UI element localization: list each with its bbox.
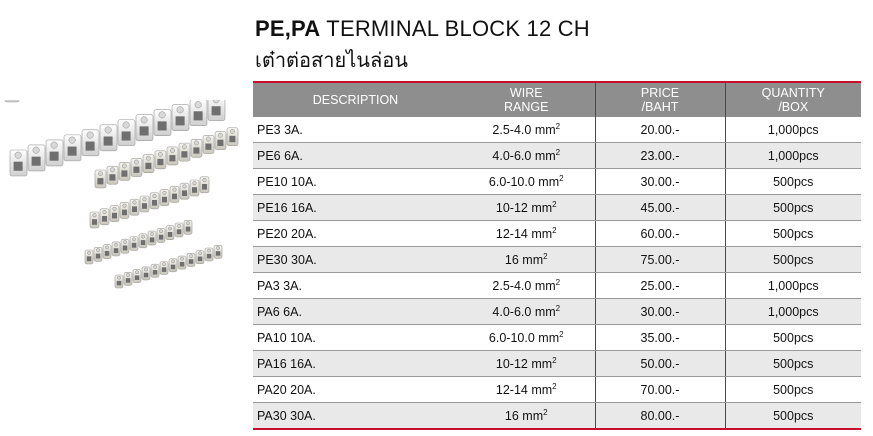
cell-quantity: 500pcs [725, 195, 861, 221]
terminal-screw [141, 235, 144, 238]
terminal-screw [183, 185, 187, 189]
table-row [253, 325, 861, 351]
terminal-hole [205, 144, 211, 150]
terminal-hole [105, 251, 110, 256]
terminal-block-illustration [0, 100, 250, 360]
terminal-hole [141, 240, 146, 245]
terminal-screw [158, 152, 162, 156]
table-row [253, 403, 861, 430]
terminal-hole [207, 254, 212, 259]
terminal-screw [216, 246, 219, 249]
cell-description: PE6 6A. [253, 143, 458, 169]
header-description: DESCRIPTION [253, 83, 458, 117]
terminal-cell [5, 100, 19, 102]
terminal-hole [114, 248, 119, 253]
terminal-strip [115, 245, 222, 288]
terminal-screw [206, 137, 210, 141]
terminal-screw [141, 117, 147, 123]
terminal-screw [105, 246, 108, 249]
terminal-hole [126, 278, 131, 283]
terminal-hole [189, 259, 194, 264]
table-row [253, 143, 861, 169]
terminal-hole [144, 273, 149, 278]
terminal-hole [176, 116, 185, 125]
cell-description: PA30 30A. [253, 403, 458, 430]
terminal-hole [122, 131, 131, 140]
terminal-screw [189, 254, 192, 257]
table-row [253, 195, 861, 221]
cell-description: PA20 20A. [253, 377, 458, 403]
terminal-hole [50, 152, 59, 161]
terminal-hole [180, 262, 185, 267]
terminal-hole [162, 267, 167, 272]
cell-wire-range: 4.0-6.0 $mm^2$ [458, 299, 595, 325]
cell-quantity: 500pcs [725, 247, 861, 273]
table-header-row [253, 83, 861, 117]
terminal-hole [14, 162, 23, 171]
terminal-hole [112, 213, 117, 219]
cell-quantity: 500pcs [725, 325, 861, 351]
cell-wire-range: 4.0-6.0 $mm^2$ [458, 143, 595, 169]
terminal-screw [170, 148, 174, 152]
terminal-hole [177, 229, 182, 234]
terminal-screw [168, 227, 171, 230]
terminal-screw [153, 194, 157, 198]
terminal-hole [158, 121, 167, 130]
terminal-screw [144, 268, 147, 271]
terminal-hole [86, 142, 95, 151]
terminal-screw [33, 147, 39, 153]
terminal-screw [193, 181, 197, 185]
cell-description: PE16 16A. [253, 195, 458, 221]
cell-price: 25.00.- [595, 273, 725, 299]
terminal-screw [159, 112, 165, 118]
cell-price: 70.00.- [595, 377, 725, 403]
terminal-hole [157, 159, 163, 165]
terminal-screw [15, 152, 21, 158]
terminal-hole [121, 170, 127, 176]
cell-quantity: 1,000pcs [725, 143, 861, 169]
terminal-hole [102, 216, 107, 222]
terminal-hole [182, 190, 187, 196]
terminal-screw [51, 142, 57, 148]
terminal-hole [159, 235, 164, 240]
terminal-screw [113, 207, 117, 211]
terminal-screw [122, 164, 126, 168]
terminal-hole [68, 147, 77, 156]
terminal-screw [134, 160, 138, 164]
cell-price: 20.00.- [595, 117, 725, 143]
terminal-hole [122, 210, 127, 216]
product-subtitle-thai: เต๋าต่อสายไนล่อน [255, 48, 408, 72]
terminal-hole [135, 275, 140, 280]
terminal-hole [194, 111, 203, 120]
cell-description: PE20 20A. [253, 221, 458, 247]
terminal-screw [87, 251, 90, 254]
terminal-hole [229, 136, 235, 142]
cell-description: PA3 3A. [253, 273, 458, 299]
table-row [253, 247, 861, 273]
cell-price: 30.00.- [595, 299, 725, 325]
terminal-screw [230, 129, 234, 133]
title-series: PE,PA [255, 16, 321, 41]
terminal-screw [114, 243, 117, 246]
terminal-screw [218, 133, 222, 137]
terminal-screw [69, 137, 75, 143]
terminal-hole [150, 237, 155, 242]
table-row [253, 273, 861, 299]
cell-wire-range: 10-12 $mm^2$ [458, 351, 595, 377]
terminal-strip [5, 100, 184, 102]
cell-wire-range: 2.5-4.0 $mm^2$ [458, 117, 595, 143]
table-row [253, 117, 861, 143]
title-text: TERMINAL BLOCK 12 CH [320, 16, 590, 41]
terminal-screw [103, 210, 107, 214]
terminal-hole [132, 243, 137, 248]
terminal-hole [32, 157, 41, 166]
cell-wire-range: 12-14 $mm^2$ [458, 377, 595, 403]
terminal-screw [98, 171, 102, 175]
terminal-hole [109, 174, 115, 180]
cell-wire-range: 16 $mm^2$ [458, 247, 595, 273]
terminal-screw [162, 262, 165, 265]
cell-price: 30.00.- [595, 169, 725, 195]
terminal-screw [194, 141, 198, 145]
cell-price: 45.00.- [595, 195, 725, 221]
terminal-hole [140, 126, 149, 135]
cell-wire-range: 10-12 $mm^2$ [458, 195, 595, 221]
terminal-hole [142, 203, 147, 209]
terminal-screw [135, 271, 138, 274]
cell-quantity: 500pcs [725, 351, 861, 377]
cell-description: PE10 10A. [253, 169, 458, 195]
cell-description: PA10 10A. [253, 325, 458, 351]
terminal-hole [145, 163, 151, 169]
cell-price: 35.00.- [595, 325, 725, 351]
terminal-hole [104, 137, 113, 146]
table-row [253, 377, 861, 403]
terminal-strip [10, 100, 225, 176]
cell-description: PA6 6A. [253, 299, 458, 325]
terminal-hole [152, 200, 157, 206]
table-row [253, 351, 861, 377]
terminal-hole [133, 167, 139, 173]
terminal-screw [143, 197, 147, 201]
terminal-strip [85, 220, 192, 264]
cell-quantity: 500pcs [725, 169, 861, 195]
table-row [253, 169, 861, 195]
terminal-hole [117, 281, 122, 286]
terminal-screw [159, 230, 162, 233]
cell-quantity: 1,000pcs [725, 273, 861, 299]
terminal-hole [198, 257, 203, 262]
terminal-screw [186, 221, 189, 224]
terminal-hole [216, 251, 221, 256]
cell-price: 50.00.- [595, 351, 725, 377]
terminal-screw [132, 238, 135, 241]
terminal-hole [202, 184, 207, 190]
table-row [253, 221, 861, 247]
cell-description: PA16 16A. [253, 351, 458, 377]
terminal-hole [168, 232, 173, 237]
terminal-hole [193, 147, 199, 153]
cell-wire-range: 6.0-10.0 $mm^2$ [458, 169, 595, 195]
cell-price: 80.00.- [595, 403, 725, 430]
cell-wire-range: 2.5-4.0 $mm^2$ [458, 273, 595, 299]
terminal-screw [203, 178, 207, 182]
cell-price: 23.00.- [595, 143, 725, 169]
terminal-block-product-image [0, 100, 250, 360]
price-table [253, 81, 861, 430]
cell-description: PE3 3A. [253, 117, 458, 143]
terminal-screw [126, 273, 129, 276]
terminal-hole [181, 151, 187, 157]
terminal-screw [182, 145, 186, 149]
product-title [255, 16, 590, 42]
terminal-screw [177, 107, 183, 113]
terminal-screw [110, 168, 114, 172]
terminal-hole [212, 106, 221, 115]
cell-wire-range: 16 $mm^2$ [458, 403, 595, 430]
cell-quantity: 1,000pcs [725, 117, 861, 143]
terminal-screw [153, 265, 156, 268]
terminal-screw [163, 191, 167, 195]
terminal-hole [153, 270, 158, 275]
terminal-screw [117, 276, 120, 279]
cell-quantity: 500pcs [725, 377, 861, 403]
cell-quantity: 500pcs [725, 221, 861, 247]
header-wire-range: WIRE RANGE [458, 83, 595, 117]
terminal-screw [198, 252, 201, 255]
terminal-screw [123, 122, 129, 128]
terminal-hole [217, 140, 223, 146]
terminal-screw [133, 201, 137, 205]
cell-price: 60.00.- [595, 221, 725, 247]
header-price: PRICE /BAHT [595, 83, 725, 117]
terminal-hole [169, 155, 175, 161]
terminal-hole [132, 206, 137, 212]
terminal-hole [87, 256, 92, 261]
terminal-screw [87, 132, 93, 138]
terminal-screw [123, 240, 126, 243]
cell-wire-range: 6.0-10.0 $mm^2$ [458, 325, 595, 351]
terminal-screw [177, 224, 180, 227]
terminal-screw [171, 260, 174, 263]
cell-wire-range: 12-14 $mm^2$ [458, 221, 595, 247]
terminal-hole [172, 194, 177, 200]
terminal-screw [123, 204, 127, 208]
terminal-hole [92, 219, 97, 225]
terminal-hole [123, 246, 128, 251]
cell-price: 75.00.- [595, 247, 725, 273]
cell-quantity: 500pcs [725, 403, 861, 430]
cell-quantity: 1,000pcs [725, 299, 861, 325]
table-row [253, 299, 861, 325]
terminal-screw [150, 232, 153, 235]
terminal-screw [180, 257, 183, 260]
terminal-screw [96, 248, 99, 251]
terminal-screw [195, 102, 201, 108]
terminal-hole [96, 254, 101, 259]
header-quantity: QUANTITY /BOX [725, 83, 861, 117]
terminal-hole [186, 227, 191, 232]
terminal-screw [146, 156, 150, 160]
terminal-screw [207, 249, 210, 252]
terminal-hole [97, 178, 103, 184]
terminal-screw [105, 127, 111, 133]
cell-description: PE30 30A. [253, 247, 458, 273]
terminal-hole [192, 187, 197, 193]
terminal-screw [93, 213, 97, 217]
terminal-hole [162, 197, 167, 203]
terminal-hole [171, 265, 176, 270]
terminal-screw [173, 188, 177, 192]
